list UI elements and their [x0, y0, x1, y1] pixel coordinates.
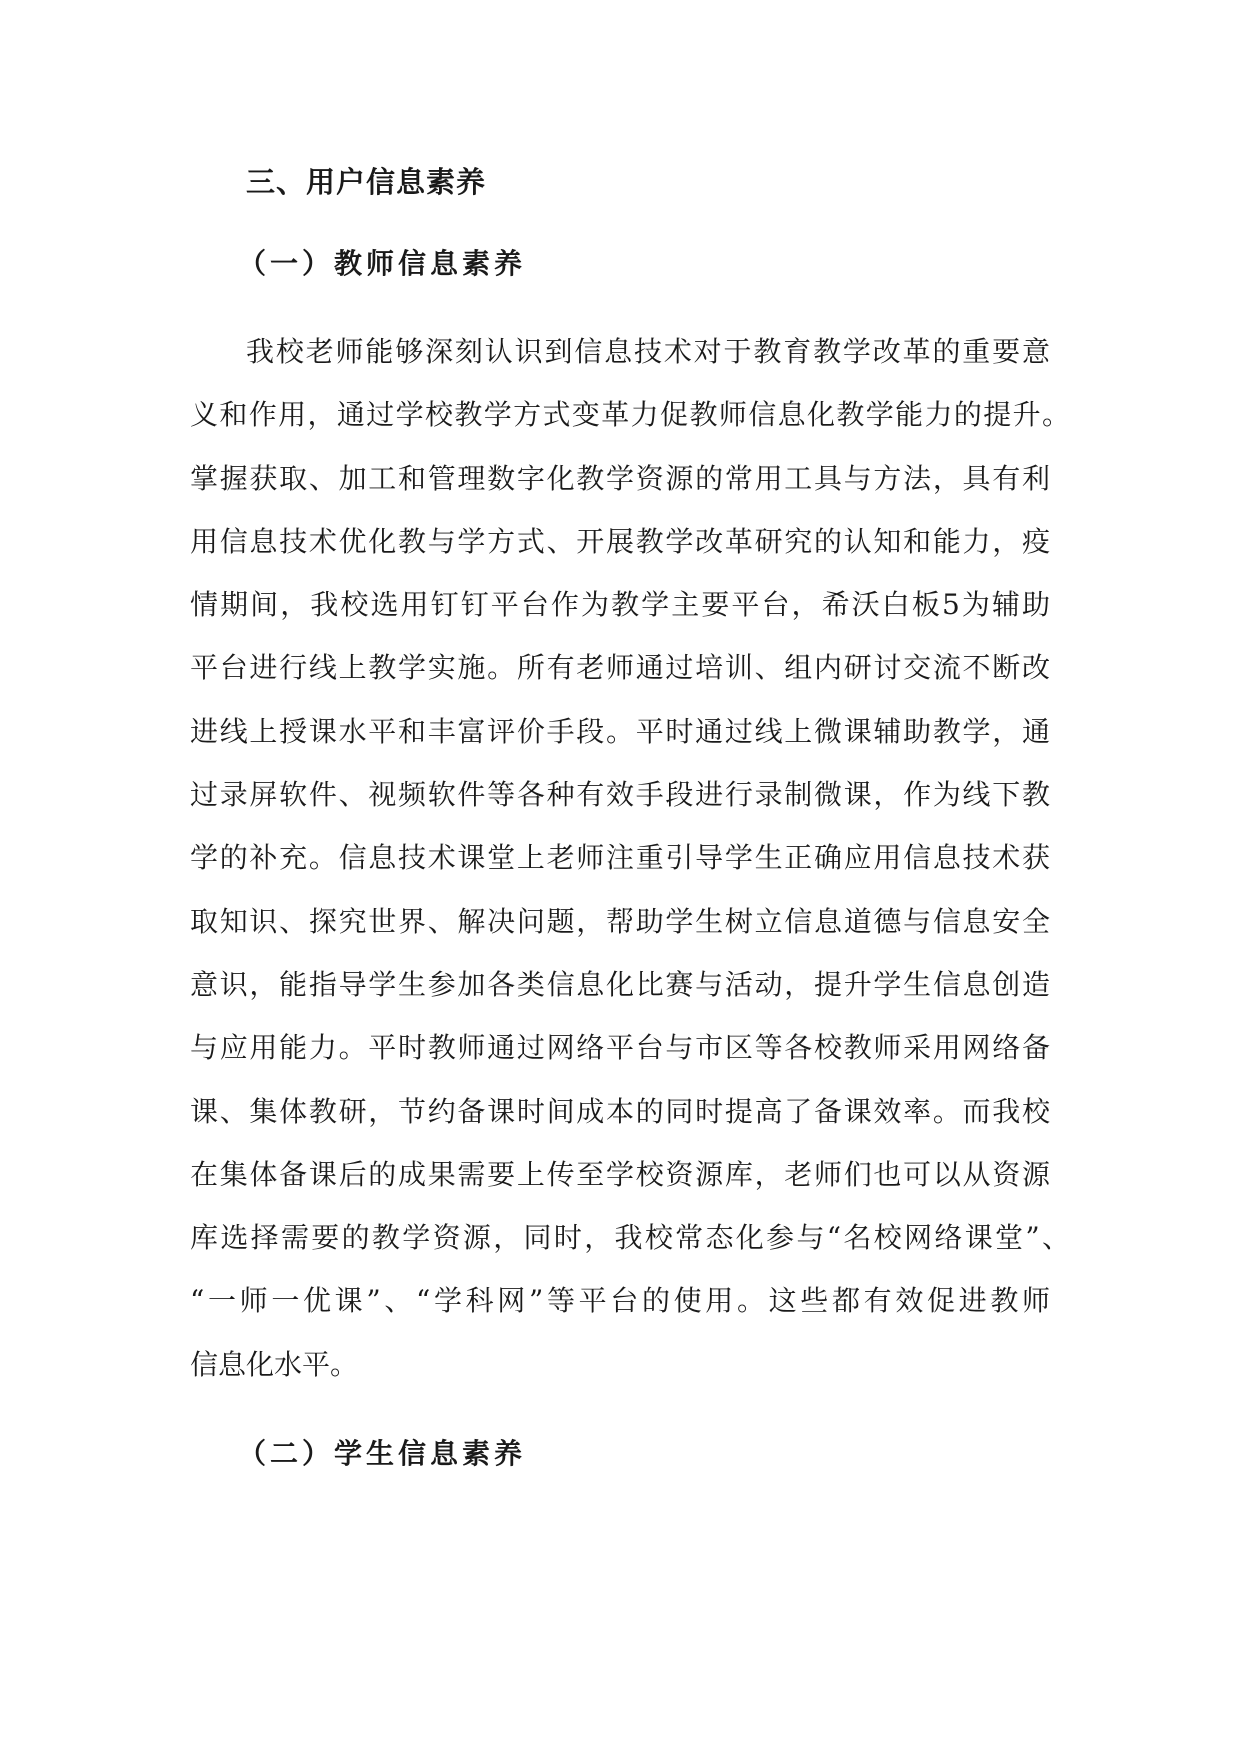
- paragraph-line: 与应用能力。平时教师通过网络平台与市区等各校教师采用网络备: [190, 1031, 1050, 1065]
- paragraph-line: 我校老师能够深刻认识到信息技术对于教育教学改革的重要意: [246, 335, 1050, 368]
- paragraph-line: 学的补充。信息技术课堂上老师注重引导学生正确应用信息技术获: [190, 841, 1050, 875]
- body-paragraph: [190, 320, 1070, 1396]
- paragraph-line: 课、集体教研，节约备课时间成本的同时提高了备课效率。而我校: [190, 1094, 1050, 1128]
- paragraph-line: 信息化水平。: [190, 1347, 359, 1381]
- paragraph-line: 在集体备课后的成果需要上传至学校资源库，老师们也可以从资源: [190, 1157, 1050, 1191]
- paragraph-line: 义和作用，通过学校教学方式变革力促教师信息化教学能力的提升。: [190, 398, 1070, 432]
- paragraph-line: 用信息技术优化教与学方式、开展教学改革研究的认知和能力，疫: [190, 524, 1050, 558]
- paragraph-line: 库选择需要的教学资源，同时，我校常态化参与“名校网络课堂”、: [190, 1221, 1070, 1255]
- paragraph-line: “一师一优课”、“学科网”等平台的使用。这些都有效促进教师: [190, 1284, 1050, 1318]
- subsection-title-teacher: （一）教师信息素养: [238, 247, 527, 280]
- paragraph-line: 意识，能指导学生参加各类信息化比赛与活动，提升学生信息创造: [190, 967, 1050, 1001]
- section-title: 三、用户信息素养: [246, 165, 487, 199]
- paragraph-line: 进线上授课水平和丰富评价手段。平时通过线上微课辅助教学，通: [190, 714, 1050, 748]
- paragraph-line: 过录屏软件、视频软件等各种有效手段进行录制微课，作为线下教: [190, 778, 1050, 812]
- paragraph-line: 掌握获取、加工和管理数字化教学资源的常用工具与方法，具有利: [190, 461, 1050, 495]
- paragraph-line: 平台进行线上教学实施。所有老师通过培训、组内研讨交流不断改: [190, 651, 1050, 685]
- paragraph-line: 取知识、探究世界、解决问题，帮助学生树立信息道德与信息安全: [190, 904, 1050, 938]
- paragraph-line: 情期间，我校选用钉钉平台作为教学主要平台，希沃白板5为辅助: [190, 588, 1050, 622]
- subsection-title-student: （二）学生信息素养: [238, 1437, 527, 1470]
